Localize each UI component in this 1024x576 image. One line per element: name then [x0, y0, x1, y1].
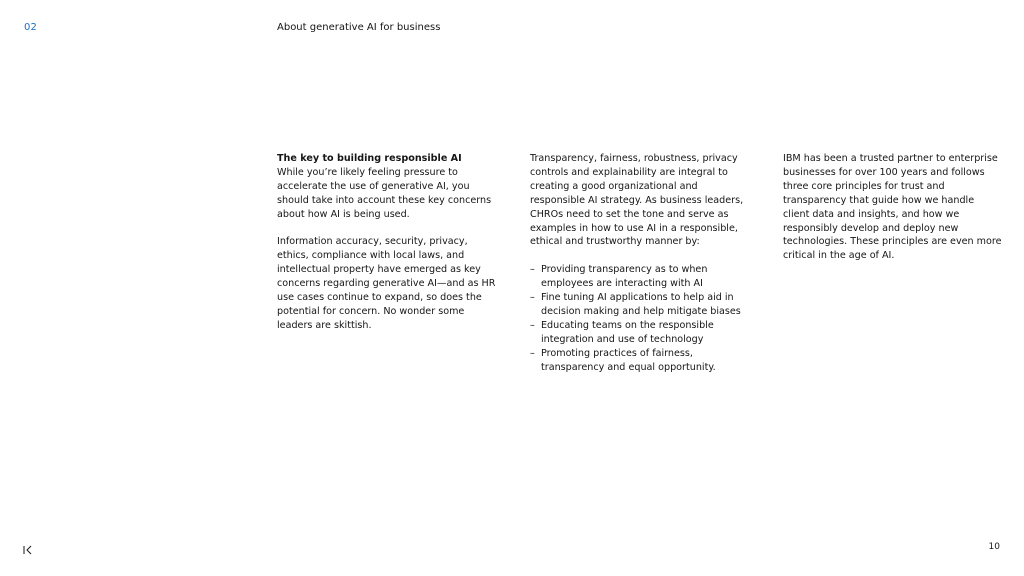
column-responsible-ai [277, 152, 502, 333]
back-to-start-icon[interactable] [22, 541, 34, 553]
bullet-item: – Providing transparency as to when employees are interacting with AI [530, 263, 755, 291]
column-paragraph: Transparency, fairness, robustness, privacy controls and explainability are integral to creating a good organizational and responsible AI strategy. As business leaders, CHROs need to set the tone and serve as examples in how to use AI in a responsible, ethical and trustworthy manner by: [530, 153, 744, 248]
bullet-item: – Fine tuning AI applications to help aid in decision making and help mitigate biases [530, 291, 755, 319]
bullet-item: – Promoting practices of fairness, transparency and equal opportunity. [530, 347, 755, 375]
column-paragraph: While you’re likely feeling pressure to accelerate the use of generative AI, you should take into account these key concerns about how AI is being used. [277, 166, 492, 220]
column-paragraph: Information accuracy, security, privacy, ethics, compliance with local laws, and intellectual property have emerged as key concerns regarding generative AI—and as HR use cases continue to expand, so does the potential for concern. No wonder some leaders are skittish. [277, 236, 496, 331]
column-ibm-trust [783, 152, 1003, 263]
section-title: About generative AI for business [277, 22, 441, 33]
column-paragraph: IBM has been a trusted partner to enterprise businesses for over 100 years and follows three core principles for trust and transparency that guide how we handle client data and insights, and how we responsibly develop and deploy new technologies. These principles are even more critical in the age of AI. [783, 153, 1002, 262]
column-chro-guidance [530, 152, 755, 374]
section-number: 02 [24, 22, 38, 33]
bullet-list [530, 263, 755, 374]
bullet-item: – Educating teams on the responsible integration and use of technology [530, 319, 755, 347]
page-number: 10 [988, 542, 1000, 552]
column-heading: The key to building responsible AI [277, 153, 462, 164]
